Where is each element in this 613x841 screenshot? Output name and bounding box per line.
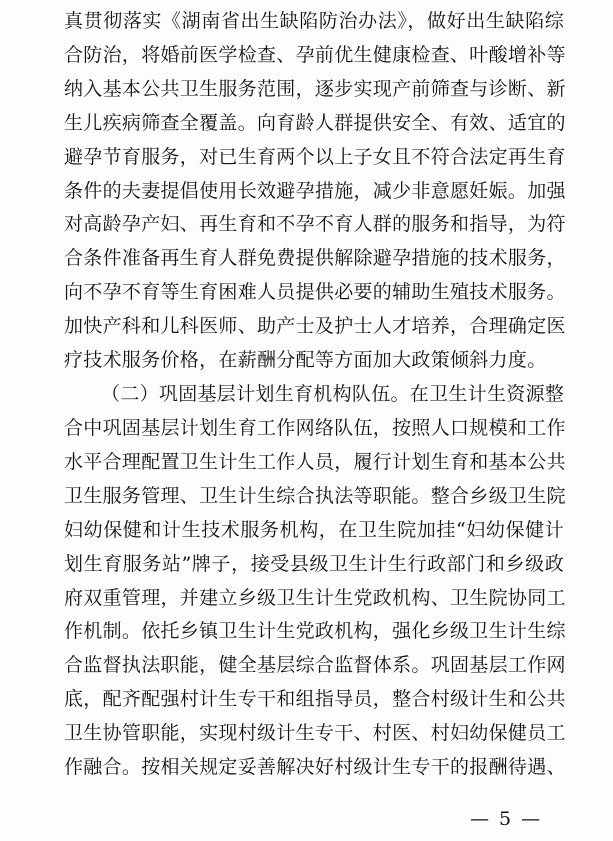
text-line: 生儿疾病筛查全覆盖。向育龄人群提供安全、有效、适宜的 (64, 112, 566, 134)
text-line: 纳入基本公共卫生服务范围，逐步实现产前筛查与诊断、新 (64, 78, 566, 100)
page-number: — 5 — (470, 808, 543, 830)
text-line: 府双重管理，并建立乡级卫生计生党政机构、卫生院协同工 (64, 587, 566, 609)
text-line: 水平合理配置卫生计生工作人员，履行计划生育和基本公共 (64, 451, 566, 473)
text-line: 合条件准备再生育人群免费提供解除避孕措施的技术服务， (64, 247, 566, 269)
text-line: 卫生服务管理、卫生计生综合执法等职能。整合乡级卫生院 (64, 485, 566, 507)
text-line: 疗技术服务价格，在薪酬分配等方面加大政策倾斜力度。 (64, 349, 547, 371)
text-line: 避孕节育服务，对已生育两个以上子女且不符合法定再生育 (64, 146, 566, 168)
section-heading-line: （二）巩固基层计划生育机构队伍。在卫生计生资源整 (101, 383, 565, 405)
text-line: 条件的夫妻提倡使用长效避孕措施，减少非意愿妊娠。加强 (64, 180, 566, 202)
text-line: 向不孕不育等生育困难人员提供必要的辅助生殖技术服务。 (64, 281, 566, 303)
text-line: 妇幼保健和计生技术服务机构，在卫生院加挂“妇幼保健计 (64, 519, 564, 541)
text-line: 划生育服务站”牌子，接受县级卫生计生行政部门和乡级政 (64, 553, 564, 575)
text-line: 卫生协管职能，实现村级计生专干、村医、村妇幼保健员工 (64, 722, 566, 744)
text-line: 底，配齐配强村计生专干和组指导员，整合村级计生和公共 (64, 688, 566, 710)
text-line: 合监督执法职能，健全基层综合监督体系。巩固基层工作网 (64, 654, 566, 676)
text-line: 加快产科和儿科医师、助产士及护士人才培养，合理确定医 (64, 315, 566, 337)
text-line: 合防治，将婚前医学检查、孕前优生健康检查、叶酸增补等 (64, 44, 566, 66)
text-line: 作机制。依托乡镇卫生计生党政机构，强化乡级卫生计生综 (64, 620, 566, 642)
text-line: 对高龄孕产妇、再生育和不孕不育人群的服务和指导，为符 (64, 213, 566, 235)
text-line: 作融合。按相关规定妥善解决好村级计生专干的报酬待遇、 (64, 756, 566, 778)
text-line: 真贯彻落实《湖南省出生缺陷防治办法》，做好出生缺陷综 (64, 10, 564, 32)
text-line: 合中巩固基层计划生育工作网络队伍，按照人口规模和工作 (64, 417, 566, 439)
